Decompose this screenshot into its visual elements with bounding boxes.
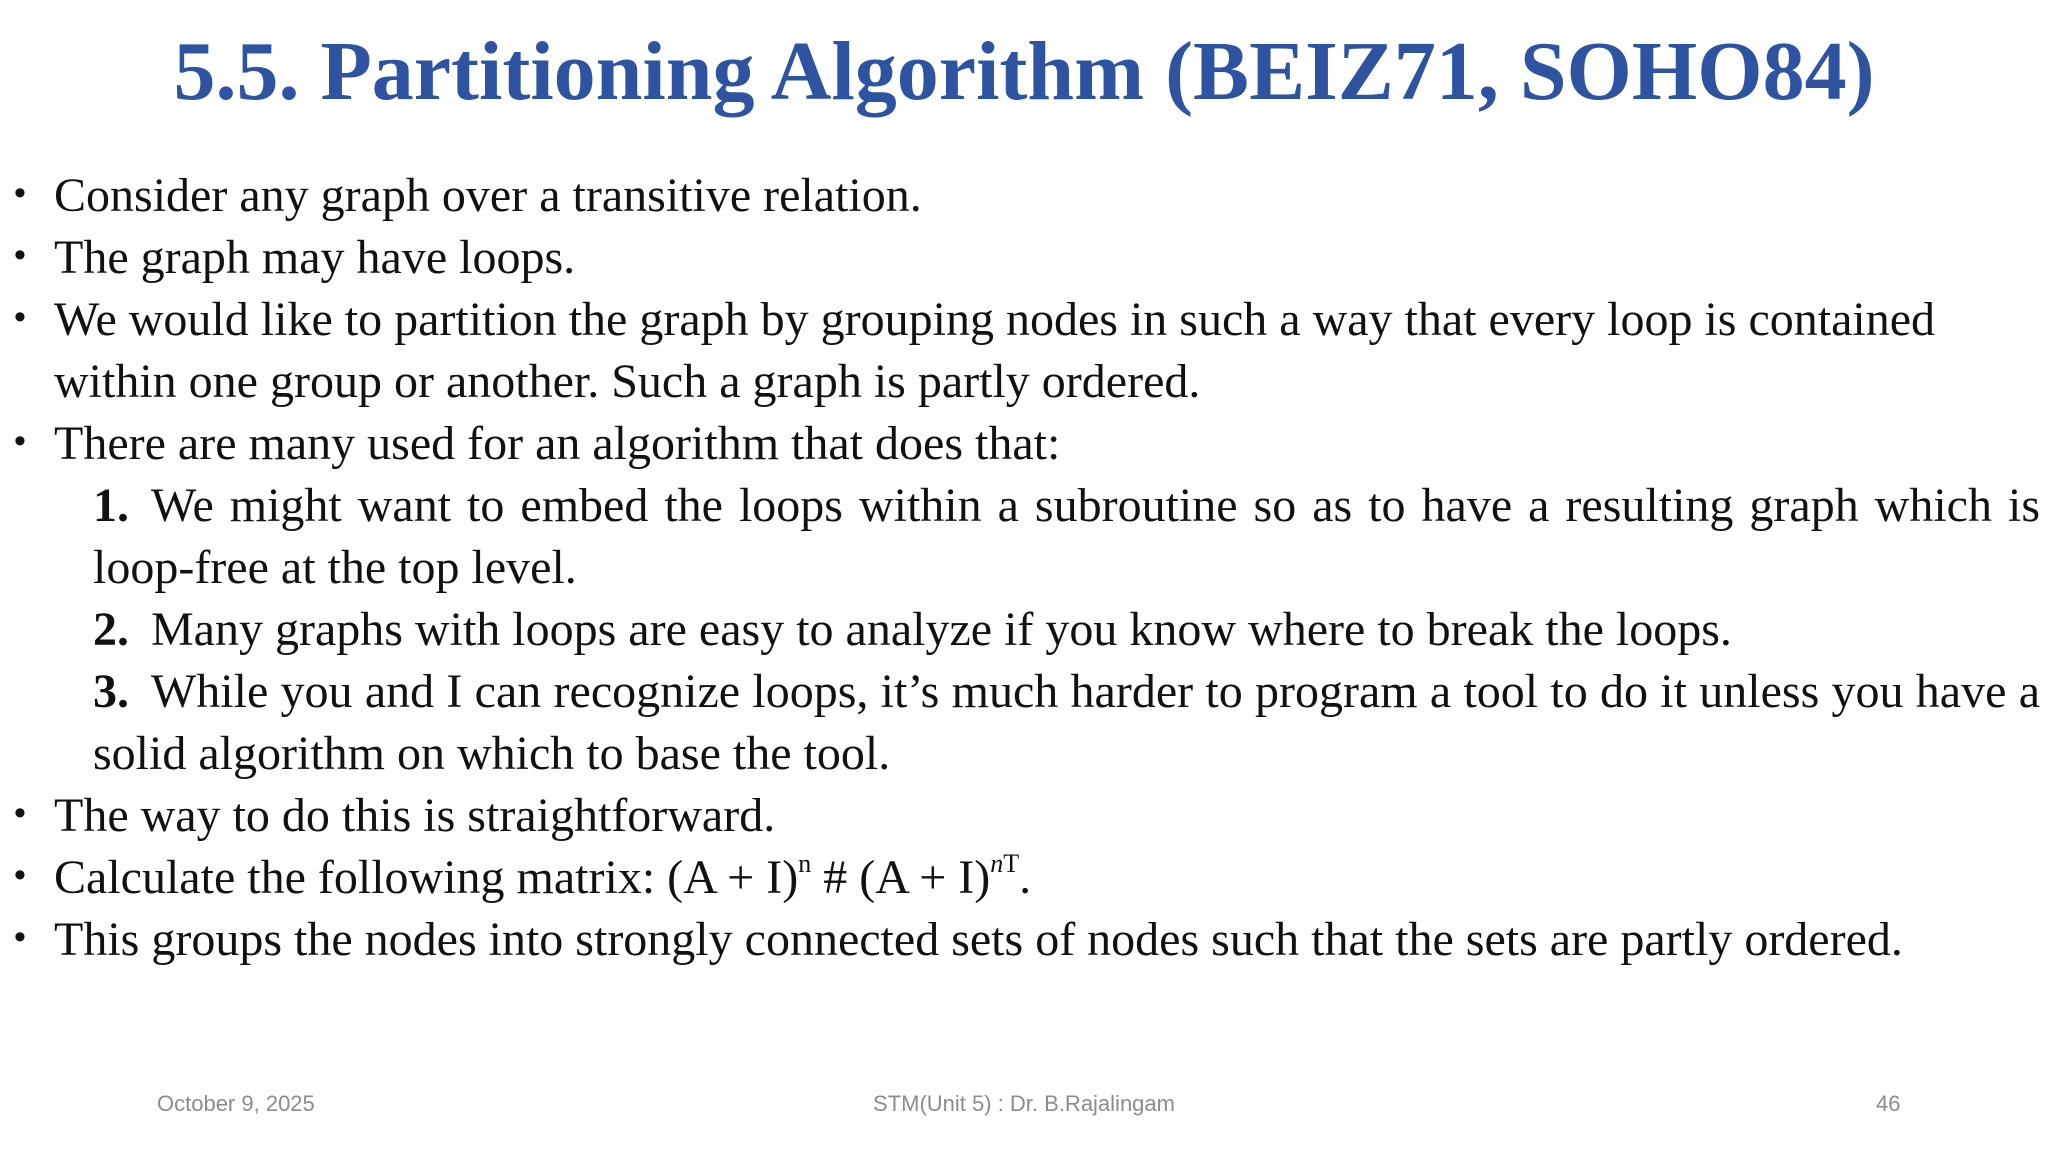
matrix-exponent-n: n [990,849,1004,878]
slide-body [0,165,2048,971]
numbered-item-number: 1. [93,479,129,532]
numbered-item-number: 3. [93,665,129,718]
footer-author: STM(Unit 5) : Dr. B.Rajalingam [873,1091,1175,1116]
bullet-dot-icon: • [14,174,26,212]
bullet-dot-icon: • [14,298,26,336]
matrix-exponent-t: T [1003,849,1020,878]
numbered-item-text: Many graphs with loops are easy to analyze if you know where to break the loops. [151,603,1732,656]
bullet-dot-icon: • [14,918,26,956]
matrix-prefix: Calculate the following matrix: (A + I) [54,851,799,904]
matrix-exponent: n [798,849,812,878]
bullet-item-matrix [0,847,2048,909]
bullet-text: The graph may have loops. [54,231,576,284]
bullet-dot-icon: • [14,422,26,460]
matrix-formula [54,851,1031,904]
footer-page-number: 46 [1876,1091,1901,1116]
bullet-dot-icon: • [14,794,26,832]
slide-title: 5.5. Partitioning Algorithm (BEIZ71, SOHO84) [173,25,1875,118]
bullet-dot-icon: • [14,856,26,894]
bullet-item [0,909,2048,971]
bullet-item [0,785,2048,847]
matrix-suffix: . [1019,851,1032,904]
bullet-text: Consider any graph over a transitive relation. [54,169,922,222]
numbered-item [93,661,2048,785]
matrix-exponent-transpose [990,849,1019,878]
numbered-item-text: While you and I can recognize loops, it’s much harder to program a tool to do it unless you have a solid algorithm on which to base the tool. [93,665,2040,780]
bullet-text: This groups the nodes into strongly connected sets of nodes such that the sets are partly ordered. [54,913,1903,966]
numbered-item [93,475,2048,599]
bullet-item [0,227,2048,289]
bullet-text: We would like to partition the graph by grouping nodes in such a way that every loop is contained within one group or another. Such a graph is partly ordered. [54,293,1936,408]
bullet-item [0,289,2048,413]
bullet-item [0,165,2048,227]
bullet-text: The way to do this is straightforward. [54,789,776,842]
numbered-item-text: We might want to embed the loops within a subroutine so as to have a resulting graph which is loop-free at the top level. [93,479,2040,594]
footer-date: October 9, 2025 [157,1091,315,1116]
bullet-dot-icon: • [14,236,26,274]
bullet-item [0,413,2048,475]
numbered-item-number: 2. [93,603,129,656]
numbered-item [93,599,2048,661]
bullet-text: There are many used for an algorithm that does that: [54,417,1061,470]
matrix-middle: # (A + I) [811,851,991,904]
